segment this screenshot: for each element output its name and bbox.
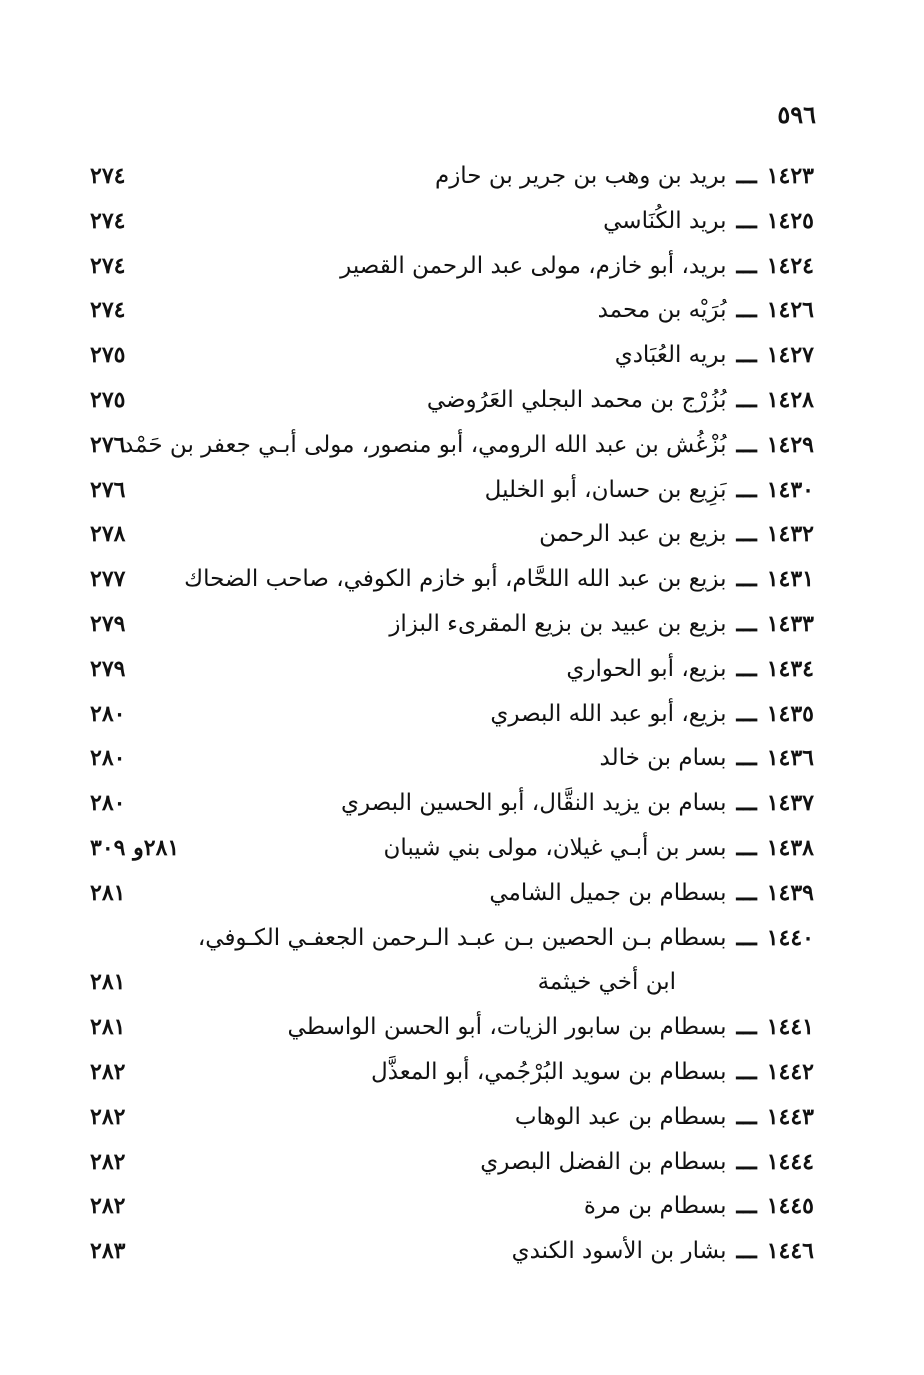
- entry-number: ١٤٣٩: [766, 879, 814, 906]
- entry-number: ١٤٤٦: [766, 1238, 814, 1265]
- entry-page-ref: ٢٧٤: [90, 252, 126, 279]
- entry-dash: ـــ: [736, 430, 757, 458]
- entry-page-ref: ٢٨٠: [90, 745, 126, 772]
- entry-main: [383, 831, 814, 865]
- entry-number: ١٤٢٨: [766, 386, 814, 413]
- entry-name: بسطام بن مرة: [583, 1193, 727, 1220]
- entry-name: بشار بن الأسود الكندي: [511, 1238, 727, 1265]
- entry-name: بسطام بن عبد الوهاب: [514, 1103, 727, 1130]
- index-list: [0, 155, 924, 1275]
- entry-main: [123, 428, 814, 462]
- entry-main: [598, 293, 814, 327]
- entry-name: بسطام بن جميل الشامي: [489, 879, 727, 906]
- entry-page-ref: ٢٨٢: [90, 1193, 126, 1220]
- entry-number: ١٤٣٨: [766, 834, 814, 861]
- entry-number: ١٤٣٧: [766, 790, 814, 817]
- entry-main: [584, 1189, 814, 1223]
- page-number: ٥٩٦: [777, 100, 816, 129]
- entry-dash: ـــ: [736, 878, 757, 906]
- entry-main: [600, 741, 815, 775]
- entry-number: ١٤٤٥: [766, 1193, 814, 1220]
- entry-name: بسطام بـن الحصين بـن عبـد الـرحمن الجعفـي الكـوفي،: [197, 924, 727, 951]
- entry-page-ref: ٢٧٥: [90, 386, 126, 413]
- entry-page-ref: ٢٧٤: [90, 297, 126, 324]
- entry-number: ١٤٢٩: [766, 431, 814, 458]
- entry-number: ١٤٤٤: [766, 1148, 814, 1175]
- entry-name: بسطام بن سابور الزيات، أبو الحسن الواسطي: [287, 1014, 727, 1041]
- entry-number: ١٤٣٣: [766, 610, 814, 637]
- entry-page-ref: ٢٧٨: [90, 521, 126, 548]
- index-entry: [0, 917, 924, 962]
- index-entry: [0, 1230, 924, 1275]
- entry-page-ref: ٢٧٩: [90, 655, 126, 682]
- entry-name: بزيع بن عبيد بن بزيع المقرىء البزاز: [389, 610, 727, 637]
- entry-name: بزيع بن عبد الله اللحَّام، أبو خازم الكوفي، صاحب الضحاك: [184, 566, 727, 593]
- index-entry: [0, 245, 924, 290]
- entry-page-ref: ٢٨٢: [90, 1058, 126, 1085]
- entry-main: [389, 607, 814, 641]
- index-entry: [0, 513, 924, 558]
- entry-dash: ـــ: [736, 251, 757, 279]
- index-entry: [0, 737, 924, 782]
- index-entry: [0, 603, 924, 648]
- entry-number: ١٤٢٥: [766, 207, 814, 234]
- entry-dash: ـــ: [736, 162, 757, 189]
- entry-name: بريد بن وهب بن جرير بن حازم: [434, 163, 727, 189]
- entry-name: بسطام بن الفضل البصري: [480, 1148, 727, 1175]
- entry-main: [340, 249, 814, 283]
- entry-page-ref: ٢٧٥: [90, 342, 126, 369]
- entry-page-ref: ٢٧٧: [90, 566, 126, 593]
- entry-name: بريد، أبو خازم، مولى عبد الرحمن القصير: [340, 252, 727, 279]
- entry-main: [566, 652, 814, 686]
- index-entry: [0, 1141, 924, 1186]
- entry-page-ref: ٢٨١: [90, 1014, 126, 1041]
- index-entry: [0, 424, 924, 469]
- entry-dash: ـــ: [736, 520, 757, 548]
- index-entry: [0, 1096, 924, 1141]
- entry-main: [480, 1145, 814, 1179]
- entry-main: [490, 697, 814, 731]
- entry-main: [288, 1010, 814, 1044]
- entry-number: ١٤٤١: [766, 1014, 814, 1041]
- entry-number: ١٤٢٣: [766, 163, 814, 189]
- entry-number: ١٤٢٤: [766, 252, 814, 279]
- entry-dash: ـــ: [736, 654, 757, 682]
- entry-main: [615, 338, 814, 372]
- entry-page-ref: ٢٧٤: [90, 207, 126, 234]
- entry-main: [435, 159, 814, 193]
- entry-name: بريه العُبَادي: [614, 342, 727, 369]
- entry-dash: ـــ: [736, 744, 757, 772]
- entry-page-ref: ٢٧٦: [90, 431, 126, 458]
- entry-dash: ـــ: [736, 1013, 757, 1041]
- entry-number: ١٤٣٢: [766, 521, 814, 548]
- entry-page-ref: ٢٧٩: [90, 610, 126, 637]
- entry-dash: ـــ: [736, 385, 757, 413]
- entry-page-ref: ٢٧٤: [90, 163, 126, 189]
- index-entry: [0, 379, 924, 424]
- entry-number: ١٤٣١: [766, 566, 814, 593]
- index-entry: [0, 289, 924, 334]
- entry-number: ١٤٣٦: [766, 745, 814, 772]
- entry-main: [515, 1100, 814, 1134]
- index-entry: [0, 1006, 924, 1051]
- entry-main: [539, 517, 814, 551]
- entry-name: بسطام بن سويد البُرْجُمي، أبو المعذَّل: [371, 1058, 727, 1085]
- entry-name: بزيع، أبو عبد الله البصري: [490, 700, 727, 727]
- entry-page-ref: ٢٨٠: [90, 790, 126, 817]
- entry-continuation: ابن أخي خيثمة: [537, 969, 676, 996]
- entry-number: ١٤٤٣: [766, 1103, 814, 1130]
- entry-number: ١٤٤٠: [766, 924, 814, 951]
- entry-dash: ـــ: [736, 923, 757, 951]
- entry-dash: ـــ: [736, 565, 757, 593]
- entry-name: بُزْغُش بن عبد الله الرومي، أبو منصور، مولى أبـي جعفر بن حَمْد: [123, 431, 727, 458]
- index-entry: [0, 1051, 924, 1096]
- entry-page-ref: ٢٨١و ٣٠٩: [90, 834, 180, 861]
- entry-dash: ـــ: [736, 1192, 757, 1220]
- index-entry: [0, 200, 924, 245]
- entry-main: [198, 921, 814, 955]
- entry-main: [184, 562, 814, 596]
- entry-name: بزيع، أبو الحواري: [566, 655, 727, 682]
- entry-name: بُزُرْج بن محمد البجلي العَرُوضي: [426, 386, 727, 413]
- entry-number: ١٤٣٥: [766, 700, 814, 727]
- entry-name: بُرَيْه بن محمد: [597, 297, 727, 324]
- index-entry: [0, 827, 924, 872]
- entry-page-ref: ٢٨٣: [90, 1238, 126, 1265]
- entry-dash: ـــ: [736, 296, 757, 324]
- entry-page-ref: ٢٨٢: [90, 1103, 126, 1130]
- entry-name: بسر بن أبـي غيلان، مولى بني شيبان: [383, 834, 727, 861]
- index-entry: [0, 782, 924, 827]
- entry-main: [603, 204, 814, 238]
- index-entry: [0, 961, 924, 1006]
- index-entry: [0, 334, 924, 379]
- entry-page-ref: ٢٨٢: [90, 1148, 126, 1175]
- entry-main: [371, 1055, 814, 1089]
- entry-main: [512, 1234, 814, 1268]
- entry-dash: ـــ: [736, 789, 757, 817]
- index-entry: [0, 1185, 924, 1230]
- entry-name: بسام بن يزيد النقَّال، أبو الحسين البصري: [341, 790, 727, 817]
- entry-main: [341, 786, 814, 820]
- entry-page-ref: ٢٧٦: [90, 476, 126, 503]
- entry-page-ref: ٢٨٠: [90, 700, 126, 727]
- entry-name: بَزِيع بن حسان، أبو الخليل: [484, 476, 727, 503]
- entry-name: بريد الكُنَاسي: [603, 207, 727, 234]
- index-entry: [0, 872, 924, 917]
- entry-number: ١٤٢٧: [766, 342, 814, 369]
- entry-dash: ـــ: [736, 341, 757, 369]
- entry-dash: ـــ: [736, 1102, 757, 1130]
- entry-dash: ـــ: [736, 475, 757, 503]
- entry-page-ref: ٢٨١: [90, 879, 126, 906]
- entry-dash: ـــ: [736, 1147, 757, 1175]
- entry-name: بزيع بن عبد الرحمن: [539, 521, 727, 548]
- index-entry: [0, 648, 924, 693]
- entry-dash: ـــ: [736, 699, 757, 727]
- entry-main: [485, 473, 814, 507]
- entry-dash: ـــ: [736, 609, 757, 637]
- index-entry: [0, 558, 924, 603]
- entry-main: [489, 876, 814, 910]
- index-entry: [0, 693, 924, 738]
- entry-number: ١٤٣٤: [766, 655, 814, 682]
- entry-dash: ـــ: [736, 206, 757, 234]
- index-entry: [0, 155, 924, 200]
- index-entry: [0, 469, 924, 514]
- entry-page-ref: ٢٨١: [90, 969, 126, 996]
- entry-main: [427, 383, 814, 417]
- entry-number: ١٤٤٢: [766, 1058, 814, 1085]
- entry-dash: ـــ: [736, 1057, 757, 1085]
- entry-number: ١٤٢٦: [766, 297, 814, 324]
- entry-number: ١٤٣٠: [766, 476, 814, 503]
- entry-dash: ـــ: [736, 833, 757, 861]
- entry-name: بسام بن خالد: [599, 745, 727, 772]
- entry-dash: ـــ: [736, 1237, 757, 1265]
